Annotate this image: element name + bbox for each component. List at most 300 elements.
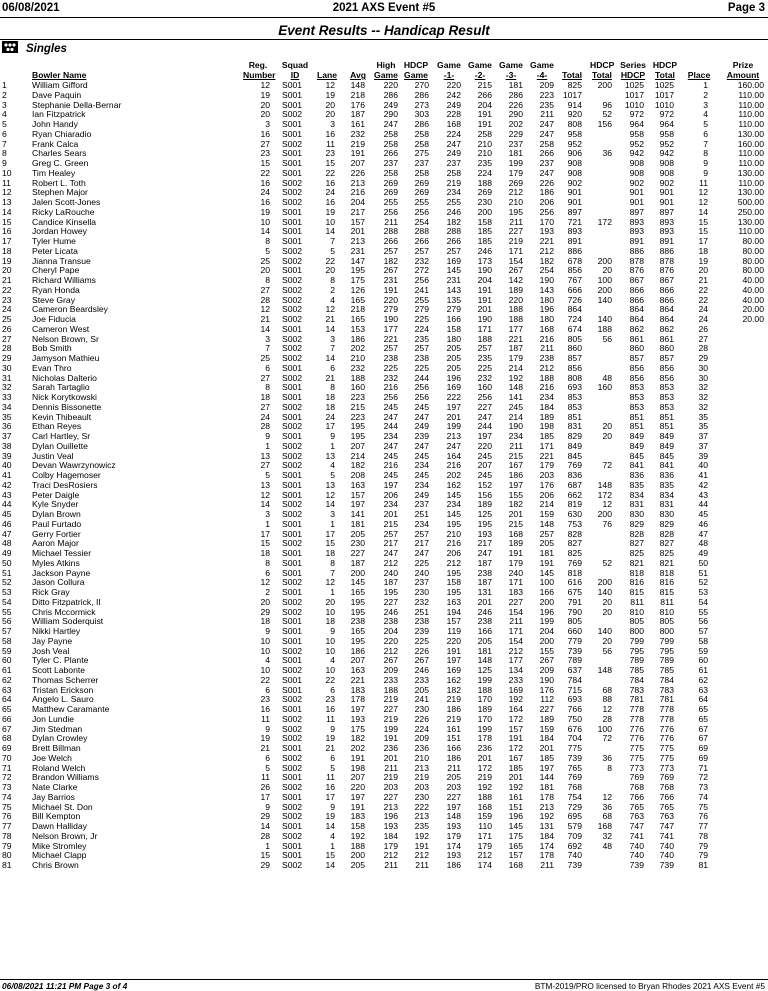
bowler-name: Ryan Chiaradio: [32, 128, 92, 139]
hdcp-total: 156: [597, 119, 612, 129]
bowler-name: Joe Welch: [32, 752, 72, 763]
game-1: 210: [446, 528, 461, 539]
results-table: [0, 81, 768, 871]
bowler-name: Gerry Fortier: [32, 528, 81, 539]
game-1: 219: [446, 177, 461, 188]
row-num: 75: [2, 801, 12, 812]
row-num: 72: [2, 772, 12, 783]
series-hdcp: 856: [629, 372, 644, 383]
game-4: 171: [539, 440, 554, 451]
avg: 204: [350, 197, 365, 207]
total: 819: [567, 499, 582, 510]
game-4: 221: [539, 450, 554, 461]
lane: 10: [325, 645, 335, 656]
total: 709: [567, 830, 582, 841]
hdcp-game: 234: [414, 479, 429, 490]
squad-id: S001: [282, 772, 303, 783]
total: 790: [567, 606, 582, 617]
total: 827: [567, 538, 582, 549]
bowler-name: Stephen Major: [32, 187, 88, 198]
game-2: 191: [477, 109, 492, 120]
lane: 12: [325, 80, 335, 90]
game-2: 110: [478, 821, 492, 831]
series-hdcp: 789: [629, 655, 644, 666]
place: 42: [698, 479, 708, 490]
game-3: 154: [508, 255, 523, 266]
series-hdcp: 891: [629, 236, 644, 246]
game-4: 185: [539, 431, 554, 441]
prize-amount: 110.00: [738, 226, 764, 237]
game-3: 220: [508, 294, 523, 305]
reg-number: 5: [265, 245, 270, 256]
game-3: 227: [508, 226, 523, 237]
hdcp-series-total: 776: [659, 723, 674, 734]
bowler-name: Michael Tessier: [32, 548, 92, 558]
game-1: 158: [446, 577, 461, 588]
game-1: 182: [446, 684, 461, 695]
col-g4-bot: -4-: [536, 70, 548, 80]
lane: 18: [325, 401, 335, 412]
lane: 8: [330, 275, 335, 285]
place: 43: [698, 489, 708, 500]
place: 58: [698, 635, 708, 646]
hdcp-game: 224: [414, 723, 429, 734]
hdcp-game: 249: [414, 421, 429, 432]
hdcp-game: 230: [414, 704, 429, 714]
row-num: 36: [2, 421, 12, 432]
game-2: 188: [477, 791, 492, 802]
lane: 12: [325, 304, 335, 315]
high-game: 201: [383, 509, 398, 519]
total: 891: [567, 236, 582, 246]
place: 24: [698, 314, 708, 324]
game-3: 199: [508, 158, 523, 168]
hdcp-total: 56: [602, 645, 612, 656]
game-2: 188: [477, 684, 492, 695]
hdcp-total: 200: [597, 577, 612, 588]
row-num: 10: [2, 167, 12, 178]
hdcp-total: 140: [597, 294, 612, 305]
game-4: 188: [539, 372, 554, 383]
squad-id: S002: [282, 645, 303, 656]
hdcp-series-total: 775: [659, 752, 674, 763]
hdcp-game: 238: [414, 353, 429, 363]
lane: 19: [325, 206, 335, 217]
lane: 6: [330, 752, 335, 763]
lane: 16: [325, 177, 335, 188]
game-2: 245: [477, 470, 492, 480]
avg: 195: [350, 265, 365, 276]
game-3: 237: [508, 138, 523, 149]
game-2: 217: [477, 538, 492, 549]
row-num: 4: [2, 109, 7, 120]
high-game: 256: [383, 392, 398, 402]
series-hdcp: 835: [629, 479, 644, 490]
game-4: 178: [539, 850, 554, 861]
game-2: 246: [477, 606, 492, 617]
high-game: 216: [383, 460, 398, 471]
game-2: 199: [477, 723, 492, 734]
avg: 200: [350, 567, 365, 578]
total: 825: [567, 548, 582, 558]
hdcp-game: 239: [414, 431, 429, 441]
series-hdcp: 866: [629, 294, 644, 305]
game-3: 148: [508, 382, 523, 393]
total: 958: [567, 128, 582, 139]
hdcp-game: 225: [414, 362, 429, 373]
reg-number: 5: [265, 762, 270, 773]
bowler-name: Kevin Thibeault: [32, 411, 92, 422]
lane: 9: [330, 723, 335, 734]
avg: 182: [350, 733, 365, 744]
place: 81: [698, 860, 708, 870]
game-3: 179: [508, 167, 523, 178]
hdcp-series-total: 800: [659, 626, 674, 636]
place: 21: [698, 275, 708, 285]
hdcp-series-total: 902: [659, 177, 674, 188]
squad-id: S001: [282, 362, 303, 373]
series-hdcp: 841: [629, 460, 644, 471]
hdcp-game: 245: [414, 450, 429, 461]
game-4: 186: [539, 187, 554, 198]
series-hdcp: 901: [629, 197, 644, 207]
hdcp-game: 251: [414, 509, 429, 519]
reg-number: 9: [265, 723, 270, 734]
game-4: 212: [539, 362, 554, 373]
avg: 210: [350, 353, 365, 363]
hdcp-series-total: 830: [659, 509, 674, 519]
place: 47: [698, 528, 708, 539]
total: 769: [567, 460, 582, 471]
bowler-name: Sarah Tartaglio: [32, 382, 90, 393]
prize-amount: 130.00: [737, 128, 764, 139]
reg-number: 10: [260, 645, 270, 656]
series-hdcp: 815: [629, 587, 644, 597]
row-num: 50: [2, 557, 12, 568]
col-hdcpt-top: HDCP: [590, 60, 615, 70]
avg: 186: [350, 645, 365, 656]
lane: 9: [330, 626, 335, 636]
lane: 6: [330, 684, 335, 695]
place: 8: [703, 148, 708, 159]
squad-id: S002: [282, 733, 303, 744]
row-num: 27: [2, 333, 12, 344]
squad-id: S002: [282, 762, 303, 773]
high-game: 245: [383, 450, 398, 461]
avg: 213: [350, 177, 365, 188]
hdcp-series-total: 766: [659, 791, 674, 802]
game-3: 219: [508, 236, 523, 246]
game-1: 199: [446, 421, 461, 432]
prize-amount: 110.00: [738, 99, 764, 110]
game-3: 168: [508, 528, 523, 539]
reg-number: 23: [260, 148, 270, 159]
game-4: 200: [539, 596, 554, 607]
game-2: 189: [477, 499, 492, 510]
high-game: 249: [383, 99, 398, 110]
high-game: 217: [383, 538, 398, 549]
hdcp-total: 20: [602, 596, 612, 607]
squad-id: S001: [282, 518, 303, 529]
high-game: 212: [383, 645, 398, 656]
place: 75: [698, 801, 708, 812]
reg-number: 27: [260, 138, 270, 149]
row-num: 77: [2, 821, 12, 831]
avg: 176: [350, 99, 365, 110]
reg-number: 27: [260, 401, 270, 412]
hdcp-series-total: 805: [659, 616, 674, 627]
game-2: 201: [477, 596, 492, 607]
bowler-name: Dennis Bissonette: [32, 401, 102, 412]
hdcp-total: 96: [602, 99, 612, 110]
series-hdcp: 853: [629, 392, 644, 402]
avg: 218: [350, 304, 365, 315]
series-hdcp: 741: [629, 830, 644, 841]
game-4: 192: [539, 811, 554, 822]
hdcp-series-total: 952: [659, 138, 674, 149]
lane: 22: [325, 674, 335, 685]
hdcp-series-total: 827: [659, 538, 674, 549]
high-game: 266: [383, 236, 398, 246]
lane: 6: [330, 362, 335, 373]
game-4: 247: [539, 128, 554, 139]
hdcp-game: 256: [414, 382, 429, 393]
hdcp-series-total: 828: [659, 528, 674, 539]
game-3: 214: [508, 411, 523, 422]
bowler-name: Traci DesRosiers: [32, 479, 98, 490]
hdcp-game: 273: [414, 99, 429, 110]
hdcp-game: 251: [414, 606, 429, 617]
game-3: 197: [508, 479, 523, 490]
game-1: 161: [446, 723, 461, 734]
total: 750: [567, 713, 582, 724]
reg-number: 9: [265, 801, 270, 812]
prize-amount: 20.00: [742, 304, 764, 315]
game-4: 216: [539, 333, 554, 344]
total: 765: [567, 762, 582, 773]
bowler-name: Jalen Scott-Jones: [32, 197, 101, 207]
prize-amount: 110.00: [738, 158, 764, 168]
row-num: 32: [2, 382, 12, 393]
lane: 5: [330, 470, 335, 480]
game-4: 100: [539, 577, 554, 588]
bowler-name: Kyle Snyder: [32, 499, 79, 510]
hdcp-game: 286: [414, 89, 429, 100]
game-4: 131: [539, 821, 554, 831]
game-1: 197: [446, 401, 461, 412]
high-game: 197: [383, 479, 398, 490]
hdcp-series-total: 763: [659, 811, 674, 822]
hdcp-game: 257: [414, 528, 429, 539]
bowler-name: Jackson Payne: [32, 567, 91, 578]
total: 676: [567, 723, 582, 734]
game-2: 207: [477, 460, 492, 471]
total: 721: [567, 216, 582, 227]
prize-amount: 160.00: [737, 138, 764, 149]
lane: 22: [325, 167, 335, 178]
bowler-name: Candice Kinsella: [32, 216, 97, 227]
row-num: 13: [2, 197, 12, 207]
prize-amount: 80.00: [742, 265, 764, 276]
squad-id: S002: [282, 304, 303, 315]
game-2: 200: [477, 206, 492, 217]
hdcp-total: 140: [597, 626, 612, 636]
total: 675: [567, 587, 582, 597]
lane: 10: [325, 606, 335, 617]
lane: 14: [325, 353, 335, 363]
bowler-name: Ethan Reyes: [32, 421, 82, 432]
game-4: 174: [539, 840, 554, 851]
high-game: 288: [383, 226, 398, 237]
total: 775: [567, 743, 582, 753]
bowler-name: Bob Smith: [32, 343, 72, 354]
squad-id: S002: [282, 860, 303, 870]
reg-number: 1: [265, 440, 270, 451]
hdcp-total: 52: [602, 557, 612, 568]
reg-number: 14: [260, 226, 270, 237]
high-game: 191: [383, 733, 398, 744]
header-rule: [0, 17, 768, 18]
game-2: 246: [477, 245, 492, 256]
avg: 157: [350, 489, 365, 500]
high-game: 247: [383, 548, 398, 558]
hdcp-game: 256: [414, 206, 429, 217]
game-3: 201: [508, 509, 523, 519]
series-hdcp: 739: [629, 860, 644, 870]
row-num: 64: [2, 694, 12, 705]
reg-number: 17: [260, 791, 270, 802]
place: 45: [698, 509, 708, 519]
series-hdcp: 849: [629, 431, 644, 441]
place: 15: [698, 226, 708, 237]
game-3: 165: [508, 840, 523, 851]
squad-id: S002: [282, 801, 303, 812]
hdcp-game: 275: [414, 148, 429, 159]
lane: 18: [325, 616, 335, 627]
hdcp-game: 235: [414, 821, 429, 831]
high-game: 195: [383, 587, 398, 597]
game-4: 189: [539, 411, 554, 422]
hdcp-game: 303: [414, 109, 429, 120]
hdcp-series-total: 862: [659, 323, 674, 334]
hdcp-series-total: 825: [659, 548, 674, 558]
game-1: 211: [447, 762, 461, 773]
hdcp-game: 209: [414, 733, 429, 744]
game-3: 234: [508, 431, 523, 441]
hdcp-total: 36: [602, 801, 612, 812]
game-4: 168: [539, 323, 554, 334]
hdcp-series-total: 816: [659, 577, 674, 588]
reg-number: 14: [260, 821, 270, 831]
reg-number: 20: [260, 99, 270, 110]
avg: 141: [350, 509, 365, 519]
avg: 126: [350, 284, 365, 295]
game-2: 181: [477, 645, 492, 656]
row-num: 54: [2, 596, 12, 607]
total: 920: [567, 109, 582, 120]
hdcp-game: 257: [414, 245, 429, 256]
avg: 153: [350, 323, 365, 334]
total: 914: [567, 99, 582, 110]
row-num: 79: [2, 840, 12, 851]
hdcp-total: 200: [597, 284, 612, 295]
game-1: 234: [446, 187, 461, 198]
total: 851: [567, 411, 582, 422]
place: 69: [698, 743, 708, 753]
row-num: 69: [2, 743, 12, 753]
bowler-name: Jianna Transue: [32, 255, 91, 266]
reg-number: 6: [265, 684, 270, 695]
bowler-name: Michael Clapp: [32, 850, 87, 861]
avg: 213: [350, 236, 365, 246]
series-hdcp: 768: [629, 782, 644, 792]
place: 69: [698, 752, 708, 763]
game-2: 269: [477, 187, 492, 198]
game-4: 180: [539, 294, 554, 305]
game-4: 267: [539, 655, 554, 666]
game-2: 219: [477, 772, 492, 783]
game-1: 169: [446, 665, 461, 675]
game-1: 266: [446, 236, 461, 246]
game-1: 166: [446, 314, 461, 324]
series-hdcp: 845: [629, 450, 644, 461]
bowler-name: Nelson Brown, Jr: [32, 830, 98, 841]
total: 692: [567, 840, 582, 851]
squad-id: S002: [282, 245, 303, 256]
place: 12: [698, 187, 708, 198]
hdcp-game: 258: [414, 138, 429, 149]
hdcp-game: 258: [414, 167, 429, 178]
place: 50: [698, 557, 708, 568]
game-2: 266: [477, 89, 492, 100]
series-hdcp: 800: [629, 626, 644, 636]
game-2: 247: [477, 548, 492, 558]
hdcp-game: 240: [414, 567, 429, 578]
total: 726: [567, 294, 582, 305]
high-game: 211: [384, 216, 398, 227]
hdcp-series-total: 789: [659, 655, 674, 666]
reg-number: 22: [260, 167, 270, 178]
avg: 191: [350, 801, 365, 812]
game-1: 145: [446, 509, 461, 519]
game-2: 125: [477, 665, 492, 675]
game-3: 179: [508, 353, 523, 363]
hdcp-game: 269: [414, 187, 429, 198]
game-4: 170: [539, 216, 554, 227]
series-hdcp: 747: [629, 821, 644, 831]
series-hdcp: 876: [629, 265, 644, 276]
lane: 19: [325, 733, 335, 744]
game-4: 227: [539, 704, 554, 714]
game-1: 205: [446, 772, 461, 783]
reg-number: 15: [260, 850, 270, 861]
squad-id: S002: [282, 811, 303, 822]
reg-number: 26: [260, 782, 270, 792]
hdcp-total: 188: [597, 323, 612, 334]
bowler-name: Stephanie Della-Bernar: [32, 99, 122, 110]
place: 35: [698, 421, 708, 432]
squad-id: S002: [282, 596, 303, 607]
bowler-name: Nikki Hartley: [32, 626, 81, 636]
hdcp-series-total: 739: [659, 860, 674, 870]
squad-id: S001: [282, 206, 303, 217]
hdcp-total: 48: [602, 840, 612, 851]
squad-id: S002: [282, 460, 303, 471]
game-1: 191: [446, 645, 461, 656]
game-3: 154: [508, 606, 523, 617]
row-num: 25: [2, 314, 12, 324]
series-hdcp: 785: [629, 665, 644, 675]
